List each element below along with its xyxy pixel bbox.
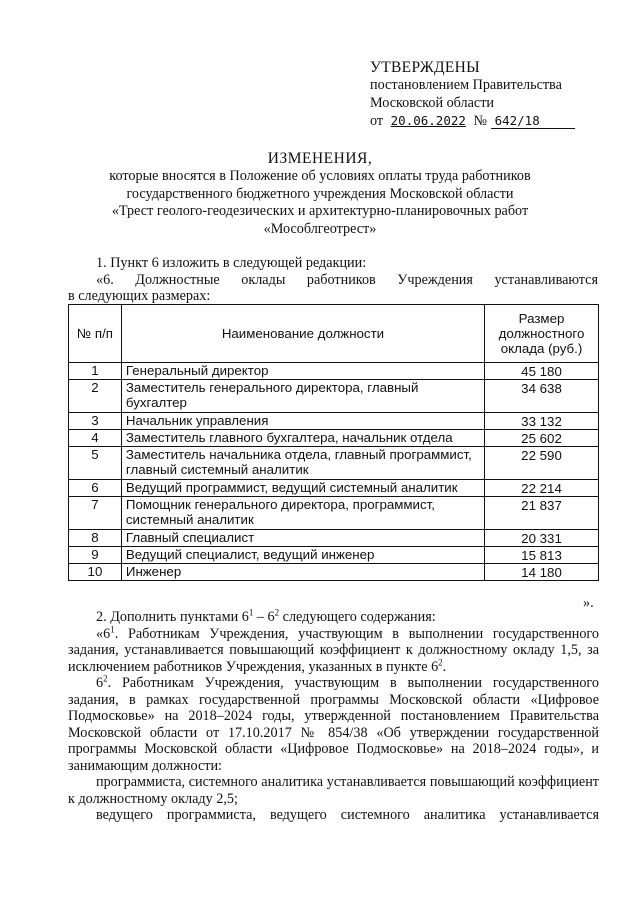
row-salary: 22 590 [485,447,599,480]
salary-table [68,304,599,581]
table-closing-quote: ». [583,595,594,611]
p1-sup-end: 2 [438,656,443,667]
row-salary: 21 837 [485,497,599,530]
row-salary: 25 602 [485,430,599,447]
approval-date: 20.06.2022 [390,113,466,128]
header-position: Наименование должности [121,305,484,363]
row-position: Заместитель генерального директора, главный бухгалтер [121,380,484,413]
p2-sup: 2 [103,673,108,684]
approval-line-2: Московской области [370,94,495,111]
row-position: Помощник генерального директора, программист, системный аналитик [121,497,484,530]
item-1-intro: 1. Пункт 6 изложить в следующей редакции: [96,255,367,271]
approval-number: 642/18 [491,114,575,129]
heading-line-4: «Мособлгеотрест» [263,220,377,237]
row-position: Ведущий специалист, ведущий инженер [121,547,484,564]
row-position: Начальник управления [121,413,484,430]
document-heading [20,150,620,238]
heading-line-1: которые вносятся в Положение об условиях оплаты труда работников [109,168,531,184]
item-2 [68,609,599,824]
row-number: 8 [69,530,122,547]
intro-sup-2: 2 [274,607,280,618]
row-salary: 15 813 [485,547,599,564]
item-1-text: «6. Должностные оклады работников Учреждения устанавливаются [96,271,598,288]
p1-sup: 1 [110,623,115,634]
row-salary: 34 638 [485,380,599,413]
item-2-paragraph-1 [68,623,599,676]
row-number: 7 [69,497,122,530]
row-number: 2 [69,380,122,413]
header-salary: Размер должностного оклада (руб.) [485,305,599,363]
table-row [69,480,599,497]
number-prefix: № [473,113,488,129]
row-salary: 22 214 [485,480,599,497]
p1-text-a: «6 [96,625,111,642]
row-number: 10 [69,564,122,581]
row-number: 1 [69,363,122,380]
row-position: Главный специалист [121,530,484,547]
approval-date-line [370,112,620,131]
row-position: Заместитель главного бухгалтера, начальник отдела [121,430,484,447]
date-prefix: от [370,113,384,129]
item-2-intro [68,609,599,626]
intro-text-a: 2. Дополнить пунктами 6 [96,609,249,625]
item-2-paragraph-2 [68,675,599,774]
approval-line-1: постановлением Правительства [370,77,562,93]
row-number: 9 [69,547,122,564]
row-salary: 33 132 [485,413,599,430]
item-1 [68,255,598,305]
p2-text-b: . Работникам Учреждения, участвующим в выполнении государственного задания, в рамках государственной программы Московской области «Цифровое Подмосковье» на 2018–2024 годы, утвержденной постановлением Правительства Московской области от 17.10.2017 № 854/38 «Об утверждении государственной программы Московской области «Цифровое Подмосковье» на 2018–2024 годы», и занимающим должности: [68,675,599,774]
item-1-text-cont: в следующих размерах: [68,288,211,304]
row-salary: 14 180 [485,564,599,581]
item-2-paragraph-4: ведущего программиста, ведущего системного аналитика устанавливается [96,807,599,823]
table-row [69,380,599,413]
header-number: № п/п [69,305,122,363]
approval-title: УТВЕРЖДЕНЫ [370,59,480,76]
row-position: Инженер [121,564,484,581]
table-row [69,530,599,547]
p1-text-b: . Работникам Учреждения, участвующим в выполнении государственного задания, устанавливается повышающий коэффициент к должностному окладу 1,5, за исключением работников Учреждения, указанных в пункте 6 [68,625,599,675]
table-row [69,363,599,380]
intro-sup-1: 1 [248,607,254,618]
item-2-paragraph-3: программиста, системного аналитика устанавливается повышающий коэффициент к должностному окладу 2,5; [68,774,599,807]
p2-text-a: 6 [96,675,104,691]
approval-block [370,58,620,131]
table-row [69,413,599,430]
row-position: Генеральный директор [121,363,484,380]
row-number: 4 [69,430,122,447]
table-row [69,547,599,564]
intro-text-b: – 6 [253,609,275,625]
row-salary: 45 180 [485,363,599,380]
row-position: Заместитель начальника отдела, главный программист, главный системный аналитик [121,447,484,480]
table-row [69,497,599,530]
table-header-row [69,305,599,363]
heading-line-3: «Трест геолого-геодезических и архитектурно-планировочных работ [111,203,529,219]
heading-line-2: государственного бюджетного учреждения Московской области [126,185,514,202]
row-salary: 20 331 [485,530,599,547]
row-position: Ведущий программист, ведущий системный аналитик [121,480,484,497]
p1-text-end: . [442,658,447,675]
row-number: 5 [69,447,122,480]
table-row [69,447,599,480]
row-number: 6 [69,480,122,497]
table-row [69,430,599,447]
heading-title: ИЗМЕНЕНИЯ, [267,150,373,167]
table-row [69,564,599,581]
intro-text-c: следующего содержания: [279,609,436,625]
row-number: 3 [69,413,122,430]
